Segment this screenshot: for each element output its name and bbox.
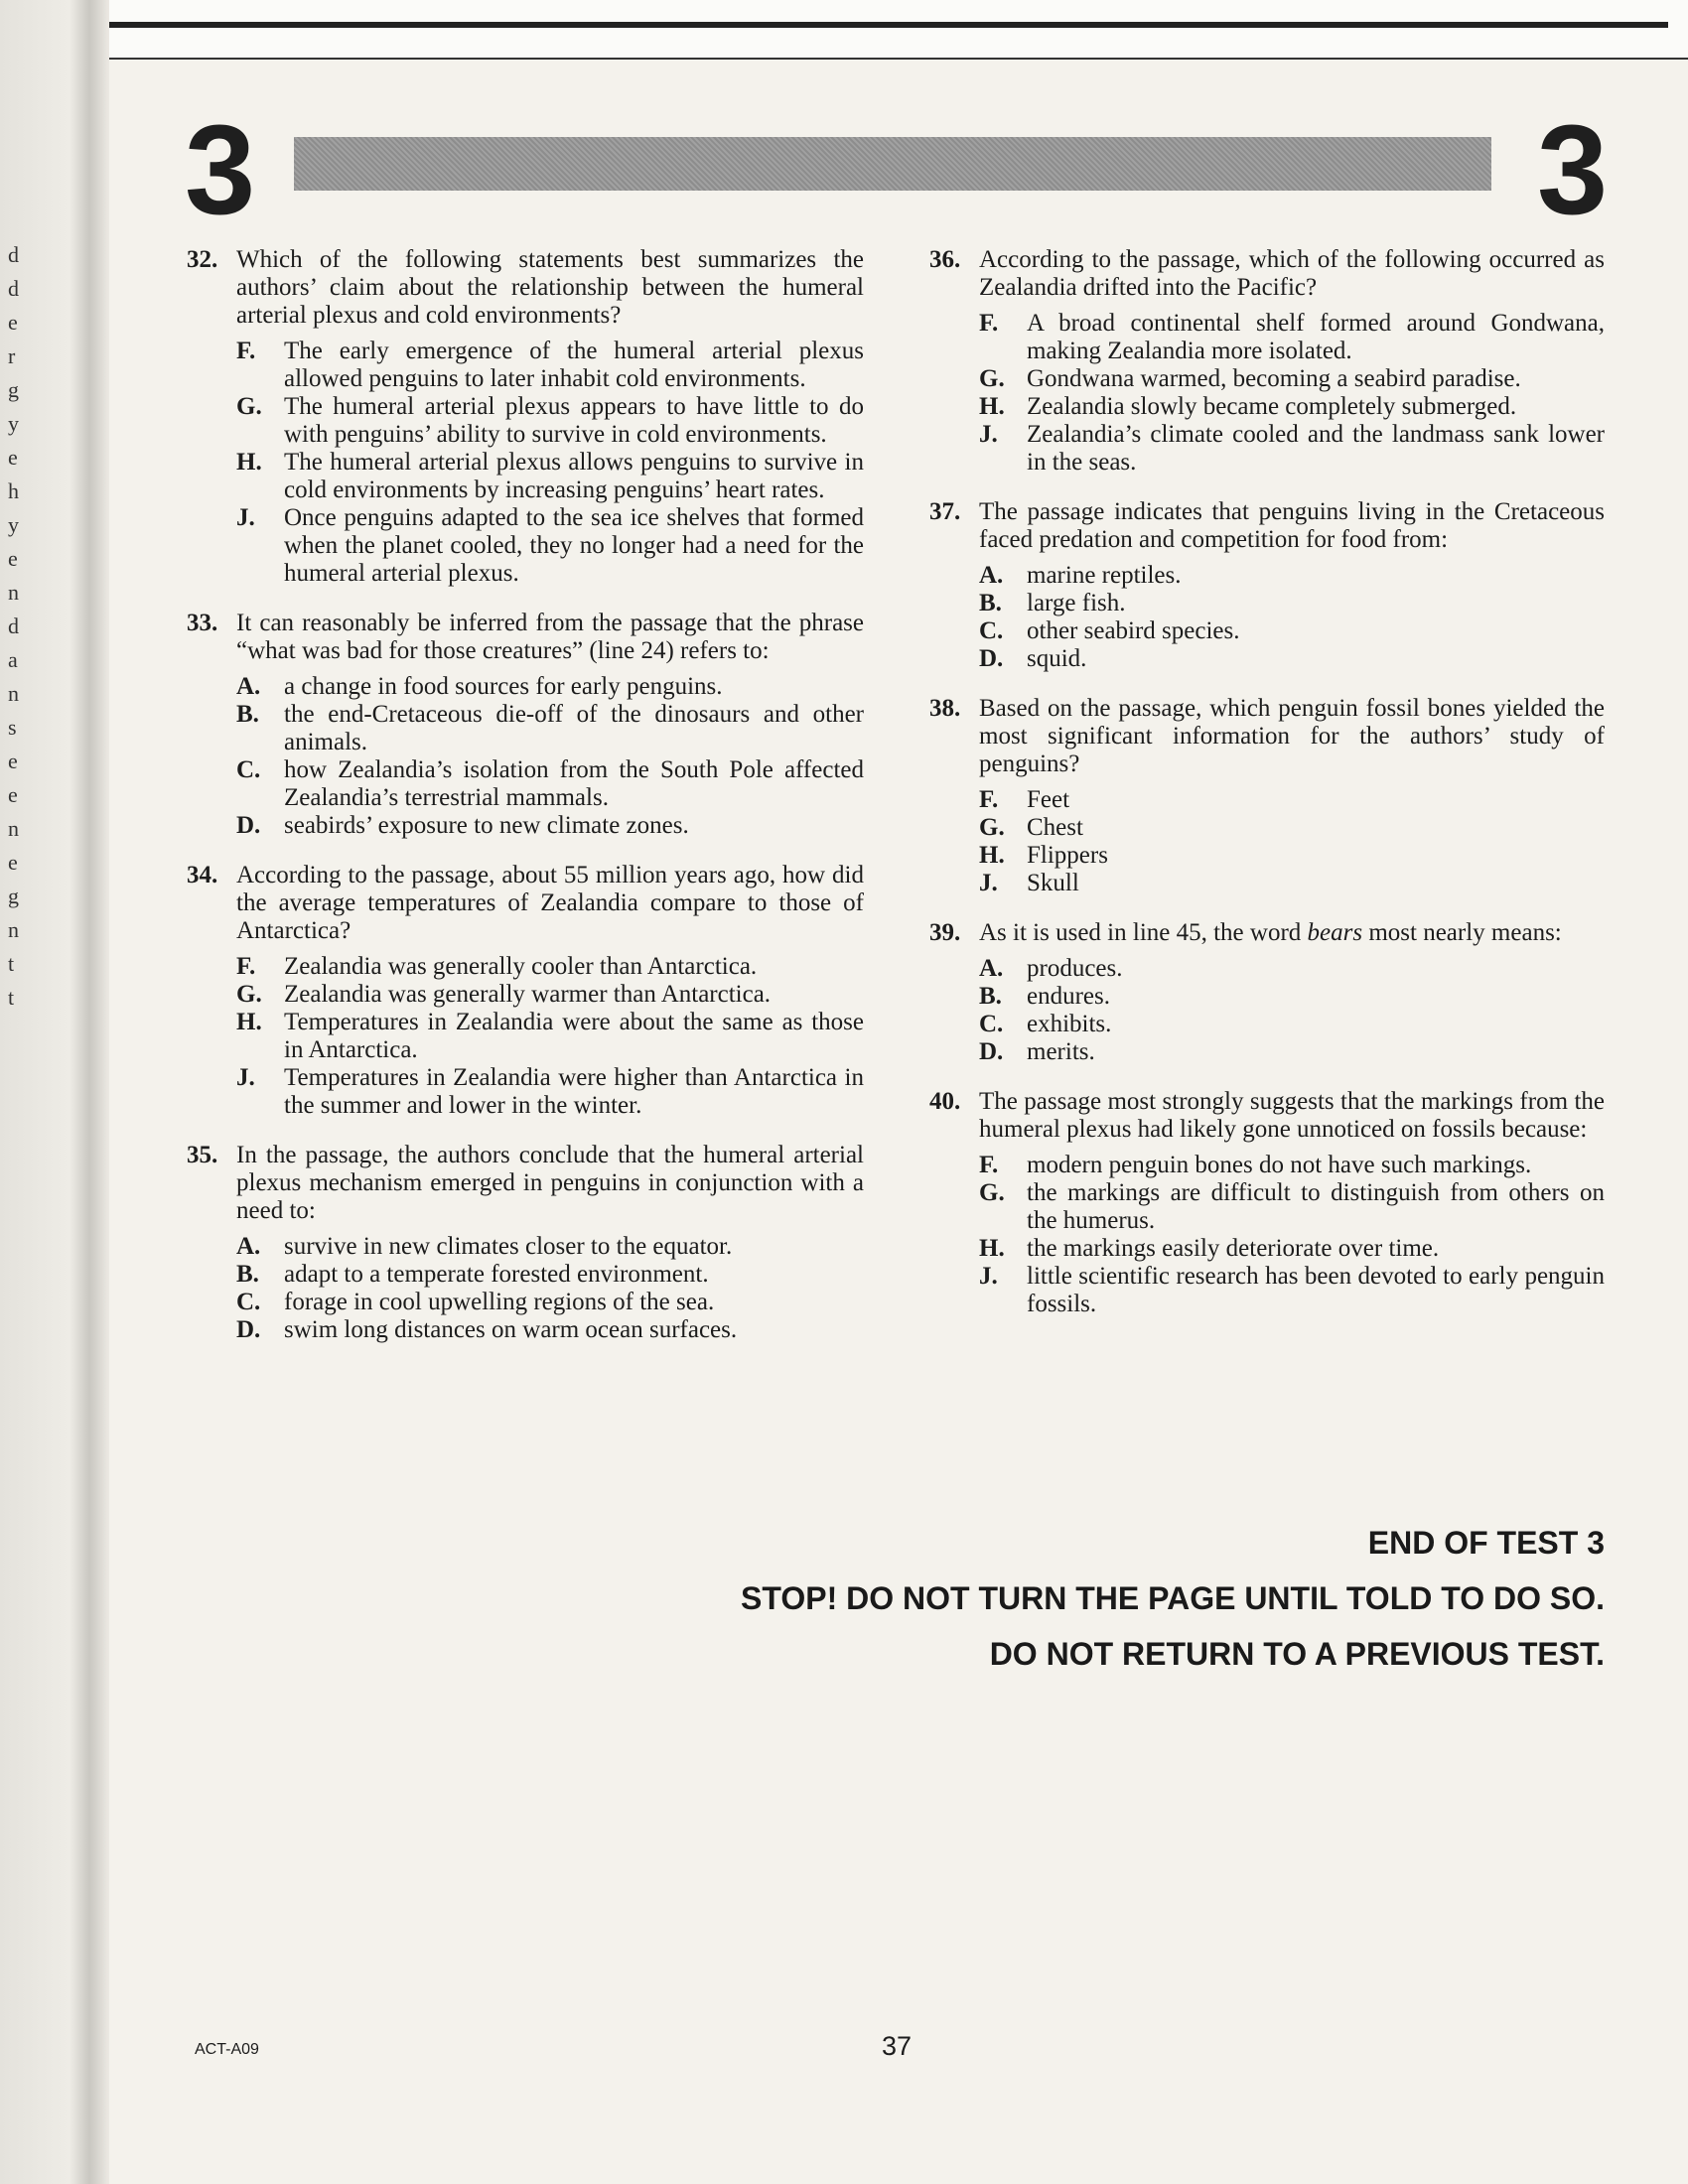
answer-option[interactable] bbox=[979, 645, 1605, 673]
question-number: 36. bbox=[929, 246, 961, 273]
question-stem: It can reasonably be inferred from the passage that the phrase “what was bad for those creatures” (line 24) refers to: bbox=[236, 610, 864, 664]
question-34 bbox=[187, 862, 864, 1120]
answer-option[interactable] bbox=[236, 673, 864, 701]
margin-fragment: n bbox=[8, 917, 19, 942]
answer-option[interactable] bbox=[236, 981, 864, 1009]
question-stem bbox=[979, 919, 1605, 947]
option-letter: G. bbox=[979, 814, 1005, 841]
option-text: The humeral arterial plexus appears to have little to do with penguins’ ability to survive in cold environments. bbox=[284, 393, 864, 448]
left-column bbox=[187, 246, 864, 1366]
margin-fragment: a bbox=[8, 647, 18, 672]
margin-fragment: n bbox=[8, 580, 19, 605]
option-text: The early emergence of the humeral arterial plexus allowed penguins to later inhabit cold environments. bbox=[284, 338, 864, 392]
question-stem: According to the passage, which of the following occurred as Zealandia drifted into the Pacific? bbox=[979, 246, 1605, 301]
margin-fragment: e bbox=[8, 749, 18, 773]
answer-option[interactable] bbox=[979, 562, 1605, 590]
section-header-bar bbox=[294, 137, 1491, 191]
question-stem: The passage most strongly suggests that the markings from the humeral plexus had likely gone unnoticed on fossils because: bbox=[979, 1088, 1605, 1143]
answer-option[interactable] bbox=[236, 1009, 864, 1064]
option-letter: A. bbox=[236, 1233, 261, 1260]
option-text: Flippers bbox=[1027, 842, 1108, 869]
margin-fragment: t bbox=[8, 985, 15, 1010]
question-38 bbox=[929, 695, 1605, 897]
option-text: little scientific research has been devoted to early penguin fossils. bbox=[1027, 1263, 1605, 1317]
answer-option[interactable] bbox=[236, 701, 864, 756]
question-number: 35. bbox=[187, 1142, 218, 1168]
option-text: Feet bbox=[1027, 786, 1070, 813]
margin-fragment: g bbox=[8, 884, 19, 908]
answer-option[interactable] bbox=[979, 365, 1605, 393]
option-letter: J. bbox=[979, 1263, 998, 1290]
question-37 bbox=[929, 498, 1605, 673]
stem-text: As it is used in line 45, the word bbox=[979, 919, 1308, 946]
option-text: the end-Cretaceous die-off of the dinosaurs and other animals. bbox=[284, 701, 864, 755]
option-text: a change in food sources for early penguins. bbox=[284, 673, 723, 700]
margin-fragment: e bbox=[8, 445, 18, 470]
option-text: swim long distances on warm ocean surfaces. bbox=[284, 1316, 738, 1343]
option-letter: J. bbox=[979, 421, 998, 448]
question-32 bbox=[187, 246, 864, 588]
section-number-left: 3 bbox=[185, 99, 256, 241]
answer-option[interactable] bbox=[979, 1179, 1605, 1235]
margin-fragment: r bbox=[8, 343, 16, 368]
option-letter: F. bbox=[236, 338, 256, 364]
question-39 bbox=[929, 919, 1605, 1066]
option-letter: B. bbox=[236, 1261, 259, 1288]
option-letter: C. bbox=[979, 617, 1004, 644]
option-letter: F. bbox=[236, 953, 256, 980]
question-stem: The passage indicates that penguins living in the Cretaceous faced predation and competition for food from: bbox=[979, 498, 1605, 553]
margin-fragment: n bbox=[8, 681, 19, 706]
option-text: the markings are difficult to distinguish from others on the humerus. bbox=[1027, 1179, 1605, 1234]
answer-option[interactable] bbox=[979, 870, 1605, 897]
question-stem: According to the passage, about 55 million years ago, how did the average temperatures of Zealandia compare to those of Antarctica? bbox=[236, 862, 864, 944]
answer-option[interactable] bbox=[236, 1261, 864, 1289]
answer-option[interactable] bbox=[979, 1011, 1605, 1038]
answer-option[interactable] bbox=[979, 421, 1605, 477]
question-stem: Based on the passage, which penguin fossil bones yielded the most significant information for the authors’ study of penguins? bbox=[979, 695, 1605, 777]
option-letter: J. bbox=[236, 1064, 255, 1091]
adjacent-page-fragments bbox=[8, 238, 38, 1015]
margin-fragment: d bbox=[8, 614, 19, 638]
margin-fragment: h bbox=[8, 478, 19, 503]
option-text: Chest bbox=[1027, 814, 1083, 841]
margin-fragment: t bbox=[8, 951, 15, 976]
question-number: 33. bbox=[187, 610, 218, 636]
answer-option[interactable] bbox=[979, 814, 1605, 842]
option-letter: C. bbox=[236, 1289, 261, 1315]
stop-line: STOP! DO NOT TURN THE PAGE UNTIL TOLD TO DO SO. bbox=[741, 1580, 1605, 1616]
answer-option[interactable] bbox=[236, 393, 864, 449]
margin-fragment: e bbox=[8, 850, 18, 875]
end-of-test-notice bbox=[695, 1515, 1605, 1682]
answer-option[interactable] bbox=[236, 449, 864, 504]
option-letter: H. bbox=[236, 1009, 262, 1035]
margin-fragment: e bbox=[8, 782, 18, 807]
right-column bbox=[929, 246, 1605, 1340]
answer-option[interactable] bbox=[236, 812, 864, 840]
option-text: Temperatures in Zealandia were about the same as those in Antarctica. bbox=[284, 1009, 864, 1063]
question-number: 39. bbox=[929, 919, 961, 946]
option-letter: J. bbox=[236, 504, 255, 531]
question-36 bbox=[929, 246, 1605, 477]
scan-top-edge bbox=[0, 0, 1688, 60]
answer-option[interactable] bbox=[979, 1235, 1605, 1263]
margin-fragment: d bbox=[8, 242, 19, 267]
no-return-line: DO NOT RETURN TO A PREVIOUS TEST. bbox=[989, 1636, 1605, 1672]
option-letter: F. bbox=[979, 310, 999, 337]
option-letter: D. bbox=[236, 1316, 261, 1343]
option-letter: D. bbox=[979, 645, 1004, 672]
answer-option[interactable] bbox=[236, 756, 864, 812]
option-text: how Zealandia’s isolation from the South Pole affected Zealandia’s terrestrial mammals. bbox=[284, 756, 864, 811]
option-text: endures. bbox=[1027, 983, 1110, 1010]
answer-option[interactable] bbox=[236, 953, 864, 981]
question-number: 34. bbox=[187, 862, 218, 888]
question-stem: In the passage, the authors conclude that the humeral arterial plexus mechanism emerged in penguins in conjunction with a need to: bbox=[236, 1142, 864, 1224]
option-text: Zealandia slowly became completely submerged. bbox=[1027, 393, 1517, 420]
answer-option[interactable] bbox=[979, 310, 1605, 365]
option-letter: D. bbox=[236, 812, 261, 839]
margin-fragment: g bbox=[8, 377, 19, 402]
answer-option[interactable] bbox=[236, 1233, 864, 1261]
option-letter: H. bbox=[979, 1235, 1005, 1262]
stem-text: most nearly means: bbox=[1362, 919, 1562, 946]
answer-option[interactable] bbox=[236, 1289, 864, 1316]
question-stem: Which of the following statements best summarizes the authors’ claim about the relationship between the humeral arterial plexus and cold environments? bbox=[236, 246, 864, 329]
answer-option[interactable] bbox=[979, 1152, 1605, 1179]
option-letter: A. bbox=[979, 562, 1004, 589]
option-letter: J. bbox=[979, 870, 998, 896]
margin-fragment: e bbox=[8, 310, 18, 335]
question-number: 37. bbox=[929, 498, 961, 525]
option-letter: G. bbox=[979, 365, 1005, 392]
option-text: squid. bbox=[1027, 645, 1087, 672]
answer-option[interactable] bbox=[979, 842, 1605, 870]
option-text: Zealandia was generally cooler than Antarctica. bbox=[284, 953, 758, 980]
answer-option[interactable] bbox=[979, 617, 1605, 645]
option-text: A broad continental shelf formed around Gondwana, making Zealandia more isolated. bbox=[1027, 310, 1605, 364]
option-letter: H. bbox=[979, 842, 1005, 869]
option-letter: B. bbox=[979, 983, 1002, 1010]
option-letter: D. bbox=[979, 1038, 1004, 1065]
question-number: 32. bbox=[187, 246, 218, 273]
margin-fragment: y bbox=[8, 512, 19, 537]
option-letter: A. bbox=[236, 673, 261, 700]
answer-option[interactable] bbox=[236, 1064, 864, 1120]
option-letter: F. bbox=[979, 1152, 999, 1178]
margin-fragment: d bbox=[8, 276, 19, 301]
option-text: survive in new climates closer to the equator. bbox=[284, 1233, 733, 1260]
option-text: other seabird species. bbox=[1027, 617, 1240, 644]
answer-option[interactable] bbox=[979, 983, 1605, 1011]
margin-fragment: e bbox=[8, 546, 18, 571]
question-number: 38. bbox=[929, 695, 961, 722]
option-letter: A. bbox=[979, 955, 1004, 982]
option-text: exhibits. bbox=[1027, 1011, 1112, 1037]
answer-option[interactable] bbox=[236, 504, 864, 588]
section-number-right: 3 bbox=[1537, 99, 1609, 241]
option-letter: G. bbox=[979, 1179, 1005, 1206]
option-letter: C. bbox=[236, 756, 261, 783]
answer-option[interactable] bbox=[979, 786, 1605, 814]
margin-fragment: s bbox=[8, 715, 17, 740]
option-text: The humeral arterial plexus allows penguins to survive in cold environments by increasing penguins’ heart rates. bbox=[284, 449, 864, 503]
answer-option[interactable] bbox=[236, 1316, 864, 1344]
option-letter: B. bbox=[236, 701, 259, 728]
option-text: forage in cool upwelling regions of the sea. bbox=[284, 1289, 715, 1315]
end-of-test-line: END OF TEST 3 bbox=[1367, 1525, 1605, 1561]
answer-option[interactable] bbox=[236, 338, 864, 393]
answer-option[interactable] bbox=[979, 955, 1605, 983]
option-text: Zealandia was generally warmer than Antarctica. bbox=[284, 981, 772, 1008]
question-number: 40. bbox=[929, 1088, 961, 1115]
form-code: ACT-A09 bbox=[195, 2041, 259, 2058]
answer-option[interactable] bbox=[979, 1263, 1605, 1318]
margin-fragment: y bbox=[8, 411, 19, 436]
option-text: modern penguin bones do not have such markings. bbox=[1027, 1152, 1532, 1178]
option-letter: B. bbox=[979, 590, 1002, 616]
option-letter: G. bbox=[236, 981, 262, 1008]
option-text: marine reptiles. bbox=[1027, 562, 1182, 589]
option-text: large fish. bbox=[1027, 590, 1126, 616]
question-35 bbox=[187, 1142, 864, 1344]
option-text: Gondwana warmed, becoming a seabird paradise. bbox=[1027, 365, 1521, 392]
option-letter: F. bbox=[979, 786, 999, 813]
question-40 bbox=[929, 1088, 1605, 1318]
option-text: Zealandia’s climate cooled and the landmass sank lower in the seas. bbox=[1027, 421, 1605, 476]
page-number: 37 bbox=[882, 2031, 913, 2061]
option-letter: H. bbox=[236, 449, 262, 476]
option-text: Skull bbox=[1027, 870, 1079, 896]
option-text: Once penguins adapted to the sea ice shelves that formed when the planet cooled, they no longer had a need for the humeral arterial plexus. bbox=[284, 504, 864, 587]
option-letter: H. bbox=[979, 393, 1005, 420]
option-text: merits. bbox=[1027, 1038, 1095, 1065]
option-text: produces. bbox=[1027, 955, 1123, 982]
option-letter: C. bbox=[979, 1011, 1004, 1037]
option-text: adapt to a temperate forested environment. bbox=[284, 1261, 709, 1288]
margin-fragment: n bbox=[8, 816, 19, 841]
answer-option[interactable] bbox=[979, 393, 1605, 421]
stem-emphasis: bears bbox=[1307, 919, 1363, 946]
option-text: the markings easily deteriorate over time. bbox=[1027, 1235, 1440, 1262]
option-text: Temperatures in Zealandia were higher than Antarctica in the summer and lower in the winter. bbox=[284, 1064, 864, 1119]
option-text: seabirds’ exposure to new climate zones. bbox=[284, 812, 689, 839]
answer-option[interactable] bbox=[979, 1038, 1605, 1066]
answer-option[interactable] bbox=[979, 590, 1605, 617]
option-letter: G. bbox=[236, 393, 262, 420]
question-33 bbox=[187, 610, 864, 840]
